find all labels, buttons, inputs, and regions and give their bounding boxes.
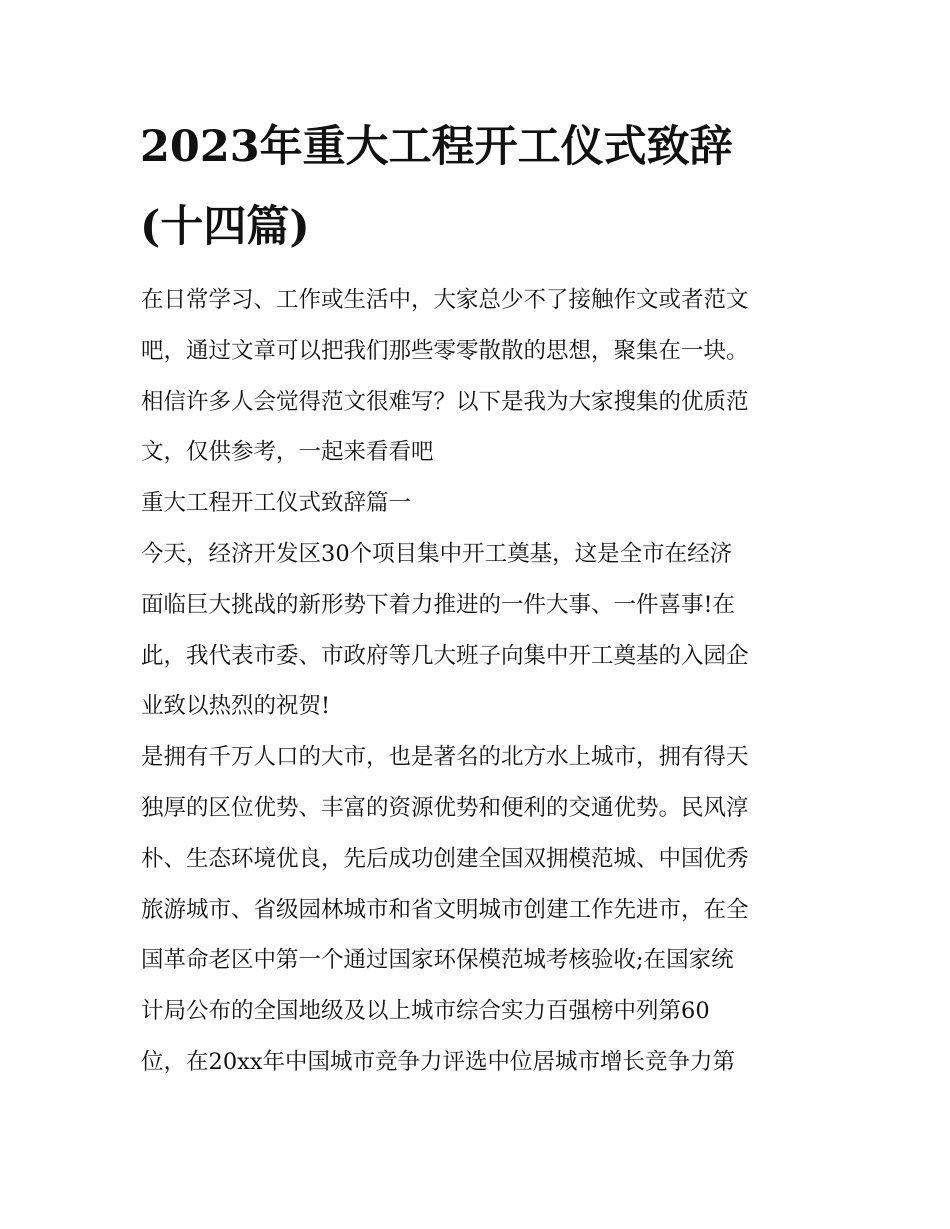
paragraph-line: 计局公布的全国地级及以上城市综合实力百强榜中列第60 bbox=[141, 998, 710, 1024]
paragraph-line: 位，在20xx年中国城市竞争力评选中位居城市增长竞争力第 bbox=[141, 1049, 736, 1075]
paragraph-line: 今天，经济开发区30个项目集中开工奠基，这是全市在经济 bbox=[141, 541, 733, 567]
paragraph-line: 此，我代表市委、市政府等几大班子向集中开工奠基的入园企 bbox=[141, 643, 749, 669]
paragraph-line: 朴、生态环境优良，先后成功创建全国双拥模范城、中国优秀 bbox=[141, 846, 749, 872]
paragraph-line: 相信许多人会觉得范文很难写？以下是我为大家搜集的优质范 bbox=[141, 389, 749, 415]
document-title-line-1: 2023年重大工程开工仪式致辞 bbox=[140, 122, 733, 172]
section-heading: 重大工程开工仪式致辞篇一 bbox=[141, 490, 412, 516]
paragraph-line: 业致以热烈的祝贺! bbox=[141, 693, 331, 719]
paragraph-line: 文，仅供参考，一起来看看吧 bbox=[141, 439, 434, 465]
paragraph-line: 独厚的区位优势、丰富的资源优势和便利的交通优势。民风淳 bbox=[141, 795, 749, 821]
paragraph-line: 面临巨大挑战的新形势下着力推进的一件大事、一件喜事!在 bbox=[141, 592, 736, 618]
paragraph-line: 是拥有千万人口的大市，也是著名的北方水上城市，拥有得天 bbox=[141, 744, 749, 770]
paragraph-line: 国革命老区中第一个通过国家环保模范城考核验收;在国家统 bbox=[141, 947, 734, 973]
paragraph-line: 在日常学习、工作或生活中，大家总少不了接触作文或者范文 bbox=[141, 287, 749, 313]
paragraph-line: 旅游城市、省级园林城市和省文明城市创建工作先进市，在全 bbox=[141, 897, 749, 923]
paragraph-line: 吧，通过文章可以把我们那些零零散散的思想，聚集在一块。 bbox=[141, 338, 749, 364]
document-title-line-2: (十四篇) bbox=[140, 202, 310, 252]
